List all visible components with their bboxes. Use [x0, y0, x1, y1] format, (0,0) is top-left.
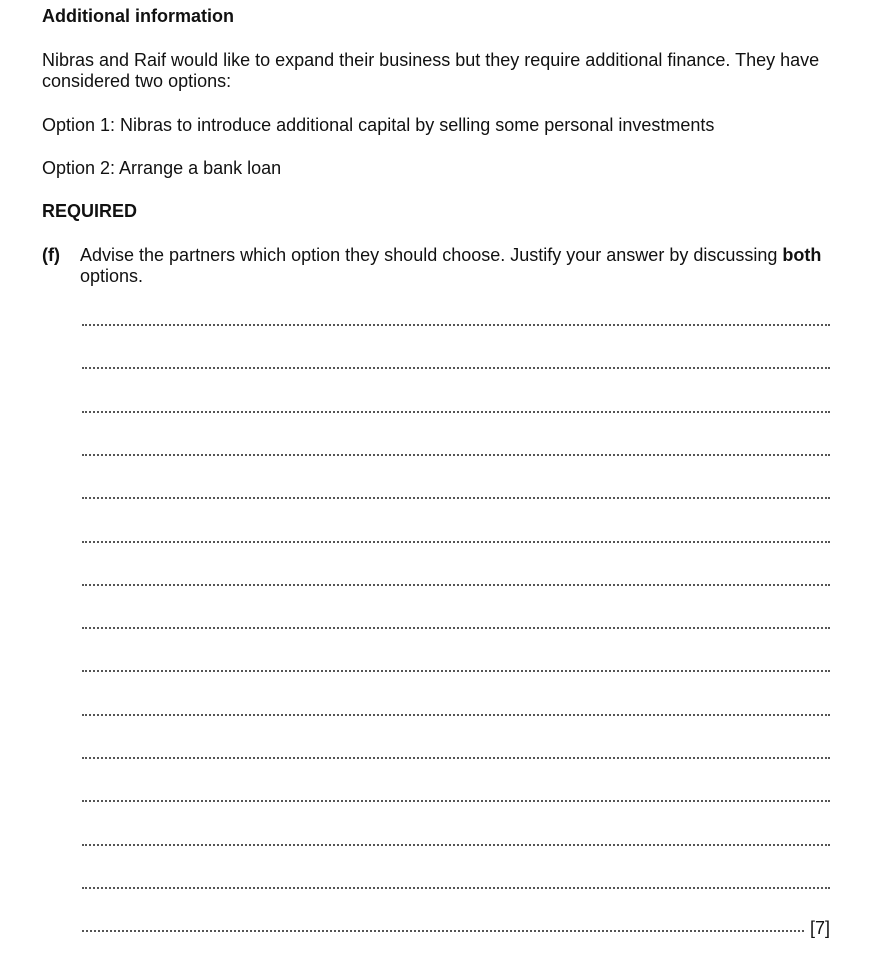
answer-line[interactable] [82, 714, 830, 716]
question-label: (f) [42, 245, 60, 265]
answer-line[interactable] [82, 627, 830, 629]
question-text-end: options. [80, 266, 144, 286]
question-text-start: Advise the partners which option they should choose. Justify your answer by discussing [80, 245, 783, 265]
answer-line[interactable] [82, 541, 830, 543]
option-1-text: Option 1: Nibras to introduce additional capital by selling some personal investments [42, 115, 715, 135]
question-text [80, 245, 840, 287]
answer-line[interactable] [82, 887, 830, 889]
answer-line[interactable] [82, 800, 830, 802]
option-2-text: Option 2: Arrange a bank loan [42, 158, 282, 178]
answer-line[interactable] [82, 454, 830, 456]
answer-line[interactable] [82, 367, 830, 369]
answer-line[interactable] [82, 930, 804, 932]
answer-line[interactable] [82, 584, 830, 586]
answer-line[interactable] [82, 411, 830, 413]
section-heading: Additional information [42, 6, 234, 26]
question-text-emphasis: both [782, 245, 822, 265]
intro-paragraph: Nibras and Raif would like to expand their business but they require additional finance. They have considered two options: [42, 50, 820, 91]
answer-line[interactable] [82, 757, 830, 759]
answer-line[interactable] [82, 844, 830, 846]
answer-line[interactable] [82, 670, 830, 672]
marks-label: [7] [810, 918, 831, 938]
required-heading: REQUIRED [42, 201, 138, 221]
answer-line[interactable] [82, 497, 830, 499]
answer-line[interactable] [82, 324, 830, 326]
